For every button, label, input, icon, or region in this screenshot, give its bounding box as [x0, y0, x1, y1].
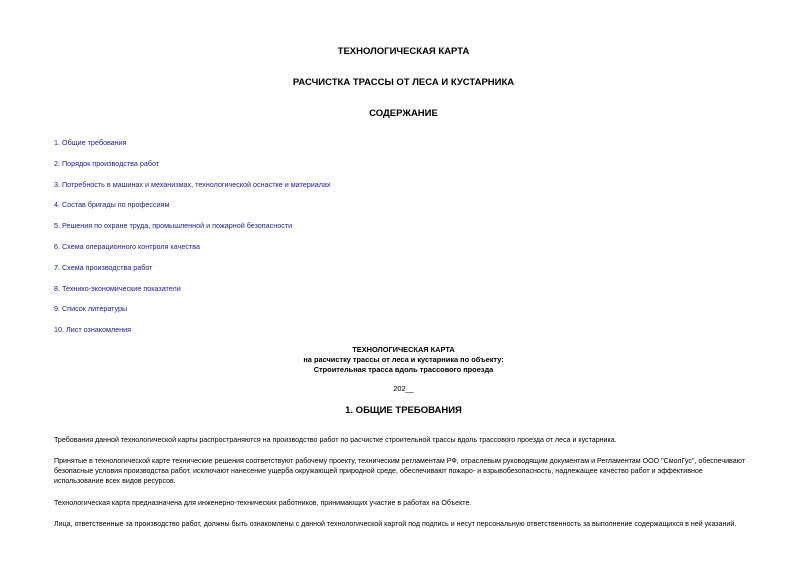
- toc-link[interactable]: 4. Состав бригады по профессиям: [54, 200, 170, 210]
- subtitle-line-1: ТЕХНОЛОГИЧЕСКАЯ КАРТА: [352, 345, 455, 354]
- doc-title: ТЕХНОЛОГИЧЕСКАЯ КАРТА: [337, 46, 470, 57]
- section-heading: 1. ОБЩИЕ ТРЕБОВАНИЯ: [345, 405, 462, 416]
- toc-link[interactable]: 6. Схема операционного контроля качества: [54, 241, 200, 251]
- toc-link[interactable]: 5. Решения по охране труда, промышленной и пожарной безопасности: [54, 221, 293, 231]
- toc-item[interactable]: [54, 180, 331, 201]
- toc-item[interactable]: [54, 263, 331, 284]
- toc-item[interactable]: [54, 242, 331, 263]
- toc-item[interactable]: [54, 159, 331, 180]
- year-field: 202__: [393, 384, 414, 393]
- doc-subject: РАСЧИСТКА ТРАССЫ ОТ ЛЕСА И КУСТАРНИКА: [292, 77, 515, 88]
- toc-item[interactable]: [54, 304, 331, 325]
- paragraph: Лица, ответственные за производство работ, должны быть ознакомлены с данной технологической картой под подпись и несут персональную ответственность за выполнение содержащихся в ней указаний.: [54, 520, 737, 528]
- table-of-contents: [54, 138, 331, 346]
- toc-item[interactable]: [54, 200, 331, 221]
- toc-link[interactable]: 9. Список литературы: [54, 304, 128, 314]
- toc-link[interactable]: 3. Потребность в машинах и механизмах, технологической оснастке и материалах: [54, 179, 331, 189]
- subtitle-line-3: Строительная трасса вдоль трассового проезда: [313, 365, 494, 374]
- toc-link[interactable]: 2. Порядок производства работ: [54, 158, 160, 168]
- toc-item[interactable]: [54, 138, 331, 159]
- toc-item[interactable]: [54, 284, 331, 305]
- toc-item[interactable]: [54, 221, 331, 242]
- paragraph: Технологическая карта предназначена для инженерно-технических работников, принимающих участие в работах на Объекте.: [54, 499, 472, 507]
- toc-item[interactable]: [54, 325, 331, 346]
- subtitle-line-2: на расчистку трассы от леса и кустарника по объекту:: [303, 355, 504, 364]
- toc-link[interactable]: 10. Лист ознакомления: [54, 325, 132, 335]
- toc-link[interactable]: 1. Общие требования: [54, 138, 127, 147]
- toc-link[interactable]: 8. Технико-экономические показатели: [54, 283, 181, 293]
- paragraph: Требования данной технологической карты распространяются на производство работ по расчистке строительной трассы вдоль трассового проезда от леса и кустарника.: [54, 436, 617, 444]
- paragraph: Принятые в технологической карте технические решения соответствуют рабочему проекту, техническим регламентам РФ, отраслевым руководящим документам и Регламентам ООО "СмолГус", обеспечивают безопасные условия производства работ, исключают нанесение ущерба окружающей природной среде, обеспечивают пожаро- и взрывобезопасность, надлежащее качество работ и эффективное использование всех видов ресурсов.: [54, 457, 746, 485]
- contents-heading: СОДЕРЖАНИЕ: [369, 108, 438, 119]
- toc-link[interactable]: 7. Схема производства работ: [54, 262, 153, 272]
